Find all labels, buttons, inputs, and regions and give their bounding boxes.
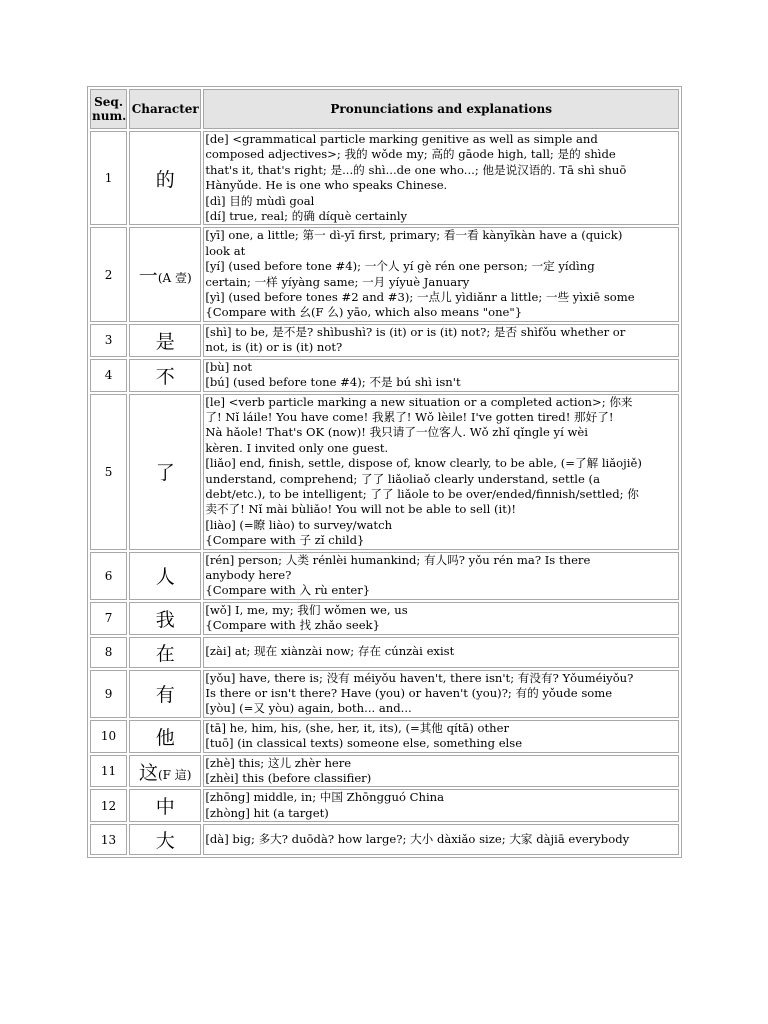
character-cell xyxy=(129,720,201,753)
header-explanations: Pronunciations and explanations xyxy=(203,89,679,129)
explanation-line: {Compare with 入 rù enter} xyxy=(205,583,371,598)
seq-num-cell: 9 xyxy=(90,670,127,718)
explanation-line: Is there or isn't there? Have (you) or haven't (you)?; 有的 yǒude some xyxy=(205,686,613,700)
explanation-line: [yòu] (=又 yòu) again, both... and... xyxy=(205,701,412,716)
character-glyph: 的 xyxy=(155,168,175,191)
explanation-cell xyxy=(203,131,679,225)
table-row xyxy=(90,131,679,225)
explanation-line: 了! Nǐ láile! You have come! 我累了! Wǒ lèile! I've gotten tired! 那好了! xyxy=(205,409,614,424)
character-cell xyxy=(129,359,201,392)
seq-num-cell: 8 xyxy=(90,637,127,668)
character-glyph: 他 xyxy=(155,726,175,749)
header-seq-num xyxy=(90,89,127,129)
character-cell xyxy=(129,602,201,635)
header-row xyxy=(90,89,679,129)
explanation-line: debt/etc.), to be intelligent; 了了 liǎole to be over/ended/finnish/settled; 你 xyxy=(205,486,639,501)
table-row xyxy=(90,824,679,855)
explanation-line: [zài] at; 现在 xiànzài now; 存在 cúnzài exist xyxy=(205,644,455,659)
character-cell xyxy=(129,755,201,788)
explanation-line: [bù] not xyxy=(205,359,253,374)
table-row xyxy=(90,552,679,600)
seq-num-cell: 13 xyxy=(90,824,127,855)
character-variant-note: (A 壹) xyxy=(157,271,192,286)
explanation-line: {Compare with 找 zhǎo seek} xyxy=(205,618,380,633)
character-glyph: 不 xyxy=(155,365,175,388)
explanation-line: composed adjectives>; 我的 wǒde my; 高的 gāode high, tall; 是的 shìde xyxy=(205,147,616,162)
explanation-line: anybody here? xyxy=(205,567,292,582)
explanation-line: [dí] true, real; 的确 díquè certainly xyxy=(205,209,408,224)
explanation-line: [yí] (used before tone #4); 一个人 yí gè rén one person; 一定 yídìng xyxy=(205,259,595,274)
character-glyph: 大 xyxy=(155,830,175,853)
explanation-line: [yī] one, a little; 第一 dì-yī first, primary; 看一看 kànyīkàn have a (quick) xyxy=(205,228,623,243)
header-seq-line1: Seq. xyxy=(94,95,123,109)
explanation-cell xyxy=(203,670,679,718)
explanation-cell xyxy=(203,227,679,321)
seq-num-cell: 4 xyxy=(90,359,127,392)
explanation-cell xyxy=(203,720,679,753)
seq-num-cell: 5 xyxy=(90,394,127,550)
table-row xyxy=(90,602,679,635)
explanation-line: not, is (it) or is (it) not? xyxy=(205,340,343,355)
table-body xyxy=(90,131,679,855)
character-glyph: 了 xyxy=(155,462,175,485)
explanation-line: [liǎo] end, finish, settle, dispose of, know clearly, to be able, (=了解 liǎojiě) xyxy=(205,456,642,471)
table-row xyxy=(90,720,679,753)
seq-num-cell: 7 xyxy=(90,602,127,635)
explanation-line: [wǒ] I, me, my; 我们 wǒmen we, us xyxy=(205,602,408,617)
explanation-line: [bú] (used before tone #4); 不是 bú shì isn't xyxy=(205,375,461,390)
explanation-line: [de] <grammatical particle marking genitive as well as simple and xyxy=(205,132,598,146)
explanation-line: [le] <verb particle marking a new situation or a completed action>; 你来 xyxy=(205,394,633,409)
table-row xyxy=(90,394,679,550)
character-variant-note: (F 這) xyxy=(157,767,192,782)
table-row xyxy=(90,359,679,392)
explanation-cell xyxy=(203,789,679,822)
seq-num-cell: 3 xyxy=(90,324,127,357)
explanation-line: [dà] big; 多大? duōdà? how large?; 大小 dàxiǎo size; 大家 dàjiā everybody xyxy=(205,832,630,847)
explanation-cell xyxy=(203,637,679,668)
character-cell xyxy=(129,552,201,600)
character-cell xyxy=(129,227,201,321)
explanation-line: [zhè] this; 这儿 zhèr here xyxy=(205,755,352,770)
explanation-cell xyxy=(203,394,679,550)
character-glyph: 在 xyxy=(155,642,175,665)
character-glyph: 一 xyxy=(138,265,158,288)
explanation-line: [zhōng] middle, in; 中国 Zhōngguó China xyxy=(205,790,445,805)
table-row xyxy=(90,789,679,822)
explanation-line: certain; 一样 yíyàng same; 一月 yíyuè January xyxy=(205,274,470,289)
character-frequency-sheet xyxy=(87,86,682,858)
explanation-line: kèren. I invited only one guest. xyxy=(205,440,389,455)
explanation-line: [zhòng] hit (a target) xyxy=(205,805,329,820)
character-cell xyxy=(129,637,201,668)
explanation-line: look at xyxy=(205,243,246,258)
table-row xyxy=(90,670,679,718)
character-cell xyxy=(129,394,201,550)
character-cell xyxy=(129,824,201,855)
explanation-line: [rén] person; 人类 rénlèi humankind; 有人吗? yǒu rén ma? Is there xyxy=(205,552,591,567)
seq-num-cell: 1 xyxy=(90,131,127,225)
character-glyph: 中 xyxy=(155,796,175,819)
table-row xyxy=(90,755,679,788)
seq-num-cell: 10 xyxy=(90,720,127,753)
seq-num-cell: 11 xyxy=(90,755,127,788)
seq-num-cell: 6 xyxy=(90,552,127,600)
explanation-cell xyxy=(203,602,679,635)
seq-num-cell: 2 xyxy=(90,227,127,321)
explanation-cell xyxy=(203,552,679,600)
explanation-line: [tā] he, him, his, (she, her, it, its), (=其他 qítā) other xyxy=(205,720,510,735)
seq-num-cell: 12 xyxy=(90,789,127,822)
explanation-line: Nà hǎole! That's OK (now)! 我只请了一位客人. Wǒ zhǐ qǐngle yí wèi xyxy=(205,425,588,440)
explanation-line: [yì] (used before tones #2 and #3); 一点儿 yìdiǎnr a little; 一些 yìxiē some xyxy=(205,290,635,305)
character-cell xyxy=(129,670,201,718)
explanation-line: [liào] (=瞭 liào) to survey/watch xyxy=(205,517,393,532)
character-glyph: 人 xyxy=(155,566,175,589)
explanation-line: [tuō] (in classical texts) someone else, something else xyxy=(205,736,523,751)
explanation-line: [yǒu] have, there is; 没有 méiyǒu haven't, there isn't; 有没有? Yǒuméiyǒu? xyxy=(205,670,634,685)
explanation-line: 卖不了! Nǐ mài bùliǎo! You will not be able to sell (it)! xyxy=(205,502,517,517)
explanation-line: that's it, that's right; 是...的 shì...de one who...; 他是说汉语的. Tā shì shuō xyxy=(205,162,627,177)
explanation-line: Hànyǔde. He is one who speaks Chinese. xyxy=(205,178,448,193)
explanation-cell xyxy=(203,824,679,855)
table-row xyxy=(90,324,679,357)
explanation-line: {Compare with 幺(F 么) yāo, which also means "one"} xyxy=(205,305,523,320)
table-row xyxy=(90,227,679,321)
header-character: Character xyxy=(129,89,201,129)
explanation-line: [dì] 目的 mùdì goal xyxy=(205,193,315,208)
explanation-line: {Compare with 子 zǐ child} xyxy=(205,533,365,548)
explanation-line: understand, comprehend; 了了 liǎoliaǒ clearly understand, settle (a xyxy=(205,471,600,486)
explanation-cell xyxy=(203,359,679,392)
character-glyph: 这 xyxy=(138,761,158,784)
character-glyph: 我 xyxy=(155,608,175,631)
character-glyph: 是 xyxy=(155,330,175,353)
explanation-line: [zhèi] this (before classifier) xyxy=(205,771,372,786)
explanation-cell xyxy=(203,324,679,357)
character-cell xyxy=(129,131,201,225)
character-table xyxy=(87,86,682,858)
character-cell xyxy=(129,789,201,822)
explanation-cell xyxy=(203,755,679,788)
header-seq-line2: num. xyxy=(92,109,127,123)
character-cell xyxy=(129,324,201,357)
character-glyph: 有 xyxy=(155,684,175,707)
explanation-line: [shì] to be, 是不是? shìbushì? is (it) or is (it) not?; 是否 shìfǒu whether or xyxy=(205,324,626,339)
table-row xyxy=(90,637,679,668)
